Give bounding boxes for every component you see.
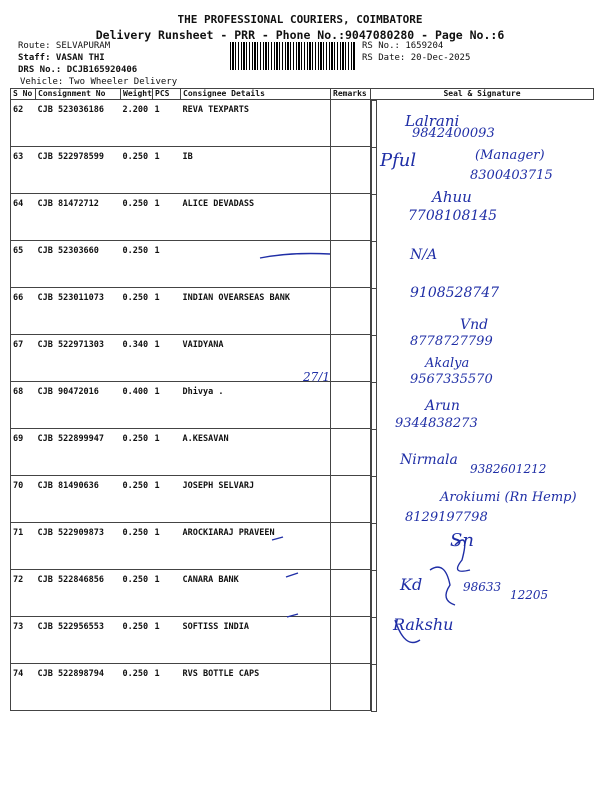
row-consignment: CJB 523036186 (36, 100, 121, 147)
row-signature (371, 288, 377, 336)
col-pcs: PCS (153, 89, 181, 100)
row-consignee: IB (181, 147, 331, 194)
row-consignment: CJB 90472016 (36, 382, 121, 429)
row-signature (371, 335, 377, 383)
row-sno: 70 (11, 476, 36, 523)
signature-74: Rakshu (393, 615, 454, 634)
row-signature (371, 664, 377, 712)
staff: Staff: VASAN THI (18, 53, 105, 63)
row-signature (371, 523, 377, 571)
handwriting-73-a: 98633 (463, 580, 502, 594)
signature-67: Vnd (460, 317, 489, 333)
row-sno: 62 (11, 100, 36, 147)
rs-number: RS No.: 1659204 (362, 41, 444, 51)
row-pcs: 1 (153, 335, 181, 382)
row-remarks (331, 523, 371, 570)
row-consignment: CJB 81490636 (36, 476, 121, 523)
row-weight: 0.400 (121, 382, 153, 429)
row-consignment: CJB 522956553 (36, 617, 121, 664)
handwriting-68-note: 27/1 (303, 370, 330, 384)
row-remarks (331, 288, 371, 335)
row-consignment: CJB 523011073 (36, 288, 121, 335)
table-header (11, 89, 594, 100)
row-weight: 0.250 (121, 523, 153, 570)
row-weight: 0.250 (121, 241, 153, 288)
row-consignment: CJB 522898794 (36, 664, 121, 711)
row-weight: 0.250 (121, 429, 153, 476)
row-weight: 0.250 (121, 288, 153, 335)
row-weight: 0.250 (121, 194, 153, 241)
row-pcs: 1 (153, 429, 181, 476)
row-pcs: 1 (153, 617, 181, 664)
row-consignee: REVA TEXPARTS (181, 100, 331, 147)
row-sno: 67 (11, 335, 36, 382)
row-consignment: CJB 522971303 (36, 335, 121, 382)
row-weight: 0.250 (121, 147, 153, 194)
row-remarks (331, 241, 371, 288)
row-weight: 2.200 (121, 100, 153, 147)
row-pcs: 1 (153, 476, 181, 523)
row-remarks (331, 664, 371, 711)
row-consignment: CJB 522846856 (36, 570, 121, 617)
row-consignment: CJB 52303660 (36, 241, 121, 288)
row-consignee: AROCKIARAJ PRAVEEN (181, 523, 331, 570)
handwriting-70: 9382601212 (470, 462, 547, 476)
table-row (11, 335, 594, 382)
row-remarks (331, 194, 371, 241)
row-weight: 0.250 (121, 570, 153, 617)
row-sno: 64 (11, 194, 36, 241)
signature-62: Lalrani (405, 112, 460, 130)
row-signature (371, 476, 377, 524)
signature-68: Akalya (425, 356, 470, 371)
row-sno: 74 (11, 664, 36, 711)
row-remarks (331, 335, 371, 382)
table-row (11, 241, 594, 288)
col-weight: Weight (121, 89, 153, 100)
row-pcs: 1 (153, 147, 181, 194)
row-remarks (331, 100, 371, 147)
row-pcs: 1 (153, 288, 181, 335)
row-consignee: Dhivya . (181, 382, 331, 429)
row-consignment: CJB 522899947 (36, 429, 121, 476)
row-sno: 71 (11, 523, 36, 570)
row-remarks (331, 617, 371, 664)
route-info (18, 40, 177, 88)
handwriting-71: 8129197798 (405, 510, 488, 525)
row-consignee: INDIAN OVEARSEAS BANK (181, 288, 331, 335)
row-remarks (331, 476, 371, 523)
row-consignee: ALICE DEVADASS (181, 194, 331, 241)
row-weight: 0.250 (121, 617, 153, 664)
handwriting-69: 9344838273 (395, 416, 478, 431)
table-row (11, 288, 594, 335)
handwriting-66: 9108528747 (410, 285, 500, 301)
row-remarks (331, 570, 371, 617)
row-signature (371, 194, 377, 242)
row-pcs: 1 (153, 241, 181, 288)
row-signature (371, 147, 377, 195)
row-weight: 0.250 (121, 476, 153, 523)
handwriting-67: 8778727799 (410, 334, 493, 349)
rs-info (362, 40, 470, 64)
table-row (11, 617, 594, 664)
col-consignment: Consignment No (36, 89, 121, 100)
barcode (230, 42, 356, 70)
table-row (11, 194, 594, 241)
row-signature (371, 617, 377, 665)
row-remarks (331, 147, 371, 194)
row-sno: 68 (11, 382, 36, 429)
row-sno: 72 (11, 570, 36, 617)
row-remarks (331, 429, 371, 476)
handwriting-62: 9842400093 (412, 126, 495, 141)
handwriting-68: 9567335570 (410, 372, 493, 387)
row-consignment: CJB 522909873 (36, 523, 121, 570)
row-consignee: JOSEPH SELVARJ (181, 476, 331, 523)
row-signature (371, 382, 377, 430)
handwriting-64: 7708108145 (408, 208, 498, 224)
signature-69: Arun (425, 398, 460, 414)
row-sno: 69 (11, 429, 36, 476)
row-consignee: SOFTISS INDIA (181, 617, 331, 664)
handwriting-65: N/A (410, 247, 438, 263)
table-row (11, 664, 594, 711)
handwriting-63-note: (Manager) (475, 148, 545, 163)
row-pcs: 1 (153, 570, 181, 617)
signature-70: Nirmala (400, 452, 458, 468)
row-pcs: 1 (153, 194, 181, 241)
company-title: THE PROFESSIONAL COURIERS, COIMBATORE (177, 13, 423, 26)
table-row (11, 523, 594, 570)
row-signature (371, 570, 377, 618)
row-signature (371, 100, 377, 148)
row-sno: 66 (11, 288, 36, 335)
handwriting-73-b: 12205 (510, 588, 549, 602)
table-row (11, 570, 594, 617)
drs-number: DRS No.: DCJB165920406 (18, 65, 138, 75)
signature-63: Pful (380, 150, 417, 171)
row-sno: 63 (11, 147, 36, 194)
vehicle: Vehicle: Two Wheeler Delivery (20, 77, 178, 87)
row-signature (371, 429, 377, 477)
row-remarks (331, 382, 371, 429)
row-pcs: 1 (153, 664, 181, 711)
col-sno: S No (11, 89, 36, 100)
col-remarks: Remarks (331, 89, 371, 100)
runsheet-title: Delivery Runsheet - PRR - Phone No.:9047080280 - Page No.:6 (95, 28, 505, 42)
signature-73: Kd (400, 575, 423, 594)
row-weight: 0.340 (121, 335, 153, 382)
row-pcs: 1 (153, 523, 181, 570)
row-consignee: CANARA BANK (181, 570, 331, 617)
signature-64: Ahuu (432, 188, 472, 206)
signature-72: Sn (450, 530, 474, 551)
row-consignment: CJB 522978599 (36, 147, 121, 194)
col-consignee: Consignee Details (181, 89, 331, 100)
rs-date: RS Date: 20-Dec-2025 (362, 53, 471, 63)
row-consignee: VAIDYANA (181, 335, 331, 382)
row-weight: 0.250 (121, 664, 153, 711)
row-sno: 65 (11, 241, 36, 288)
signature-71: Arokiumi (Rn Hemp) (440, 490, 577, 505)
row-consignee: A.KESAVAN (181, 429, 331, 476)
table-row (11, 100, 594, 147)
table-row (11, 382, 594, 429)
row-pcs: 1 (153, 382, 181, 429)
route: Route: SELVAPURAM (18, 41, 111, 51)
handwriting-63-phone: 8300403715 (470, 168, 553, 183)
row-consignee (181, 241, 331, 288)
row-consignment: CJB 81472712 (36, 194, 121, 241)
row-consignee: RVS BOTTLE CAPS (181, 664, 331, 711)
row-sno: 73 (11, 617, 36, 664)
row-pcs: 1 (153, 100, 181, 147)
col-signature: Seal & Signature (371, 89, 594, 100)
row-signature (371, 241, 377, 289)
